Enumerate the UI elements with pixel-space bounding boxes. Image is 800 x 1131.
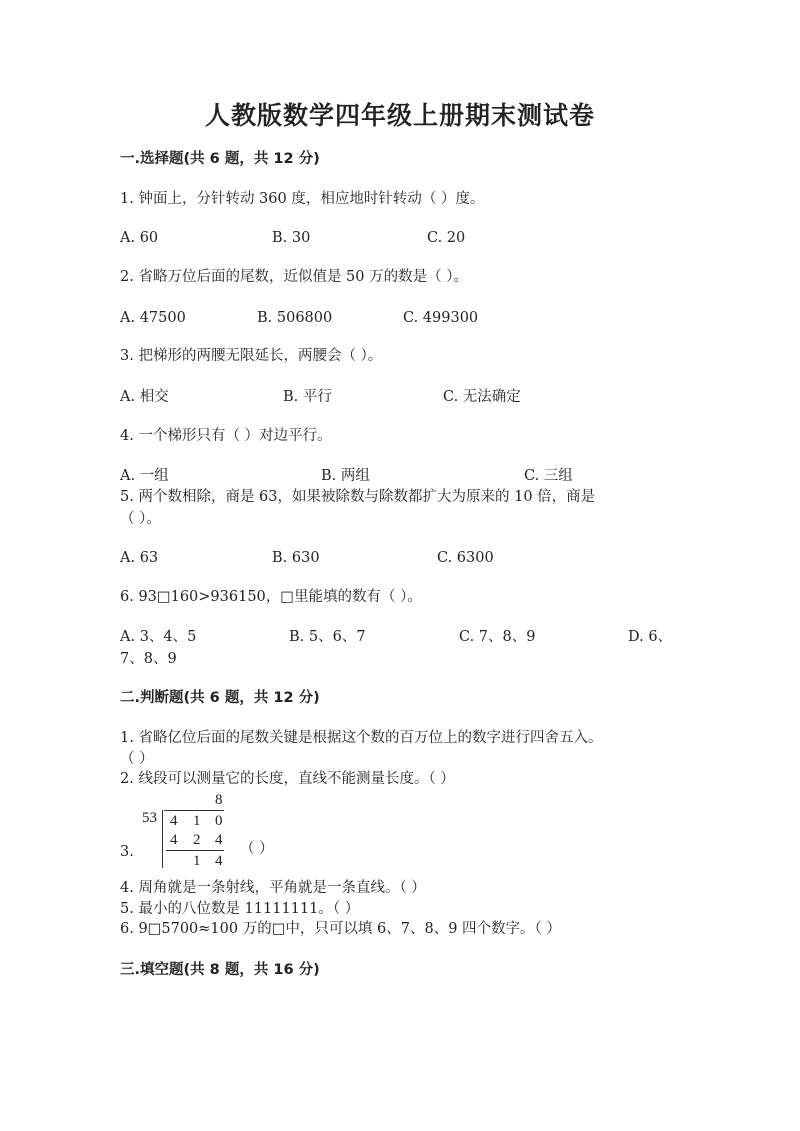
division-divisor: 53 — [142, 810, 157, 826]
judge-q5-text: 5. 最小的八位数是 11111111。（ ） — [120, 901, 360, 917]
section-heading-choice: 一.选择题(共 6 题，共 12 分) — [120, 151, 320, 167]
choice-q5-text: 5. 两个数相除，商是 63，如果被除数与除数都扩大为原来的 10 倍，商是 — [120, 489, 596, 505]
division-product-digit: 4 — [170, 832, 178, 848]
division-remainder-digit: 4 — [215, 853, 223, 869]
choice-q4-option-c: C. 三组 — [524, 468, 573, 484]
judge-q1-text: 1. 省略亿位后面的尾数关键是根据这个数的百万位上的数字进行四舍五入。 — [120, 730, 603, 746]
choice-q4-text: 4. 一个梯形只有（ ）对边平行。 — [120, 428, 332, 444]
choice-q4-option-b: B. 两组 — [321, 468, 370, 484]
choice-q6-text: 6. 93□160>936150，□里能填的数有（ ）。 — [120, 589, 422, 605]
judge-q6-text: 6. 9□5700≈100 万的□中，只可以填 6、7、8、9 四个数字。（ ） — [120, 921, 561, 937]
choice-q1-option-b: B. 30 — [272, 230, 311, 246]
division-product-digit: 2 — [193, 832, 201, 848]
choice-q5-text-continued: （ ）。 — [120, 511, 161, 527]
division-bar — [164, 810, 224, 811]
choice-q4-option-a: A. 一组 — [120, 468, 169, 484]
long-division-figure — [140, 792, 240, 874]
division-remainder-digit: 1 — [193, 853, 201, 869]
division-dividend-digit: 0 — [215, 813, 223, 829]
division-quotient: 8 — [215, 792, 223, 808]
choice-q3-text: 3. 把梯形的两腰无限延长，两腰会（ ）。 — [120, 348, 383, 364]
choice-q6-option-a: A. 3、4、5 — [120, 629, 197, 645]
judge-q1-text-continued: （ ） — [120, 751, 154, 767]
choice-q3-option-c: C. 无法确定 — [443, 389, 521, 405]
page-title: 人教版数学四年级上册期末测试卷 — [204, 101, 595, 130]
choice-q6-option-b: B. 5、6、7 — [289, 629, 366, 645]
choice-q2-option-a: A. 47500 — [120, 310, 186, 326]
division-dividend-digit: 1 — [193, 813, 201, 829]
choice-q6-option-c: C. 7、8、9 — [459, 629, 536, 645]
choice-q2-option-c: C. 499300 — [403, 310, 479, 326]
judge-q3-label: 3. — [120, 844, 134, 860]
choice-q6-option-d: D. 6、 — [628, 629, 673, 645]
division-bracket — [162, 810, 163, 868]
section-heading-fill-in: 三.填空题(共 8 题，共 16 分) — [120, 962, 320, 978]
choice-q2-option-b: B. 506800 — [257, 310, 333, 326]
judge-q3-paren: （ ） — [240, 841, 274, 857]
section-heading-judgement: 二.判断题(共 6 题，共 12 分) — [120, 690, 320, 706]
choice-q5-option-b: B. 630 — [272, 550, 320, 566]
judge-q2-text: 2. 线段可以测量它的长度，直线不能测量长度。（ ） — [120, 771, 455, 787]
judge-q4-text: 4. 周角就是一条射线，平角就是一条直线。（ ） — [120, 880, 426, 896]
choice-q2-text: 2. 省略万位后面的尾数，近似值是 50 万的数是（ ）。 — [120, 269, 468, 285]
choice-q3-option-a: A. 相交 — [120, 389, 169, 405]
choice-q1-text: 1. 钟面上，分针转动 360 度，相应地时针转动（ ）度。 — [120, 191, 485, 207]
choice-q3-option-b: B. 平行 — [283, 389, 332, 405]
choice-q1-option-c: C. 20 — [427, 230, 466, 246]
division-dividend-digit: 4 — [170, 813, 178, 829]
choice-q5-option-a: A. 63 — [120, 550, 159, 566]
division-subtraction-line — [166, 850, 224, 851]
choice-q5-option-c: C. 6300 — [437, 550, 494, 566]
choice-q1-option-a: A. 60 — [120, 230, 159, 246]
choice-q6-option-d-continued: 7、8、9 — [120, 651, 177, 667]
division-product-digit: 4 — [215, 832, 223, 848]
